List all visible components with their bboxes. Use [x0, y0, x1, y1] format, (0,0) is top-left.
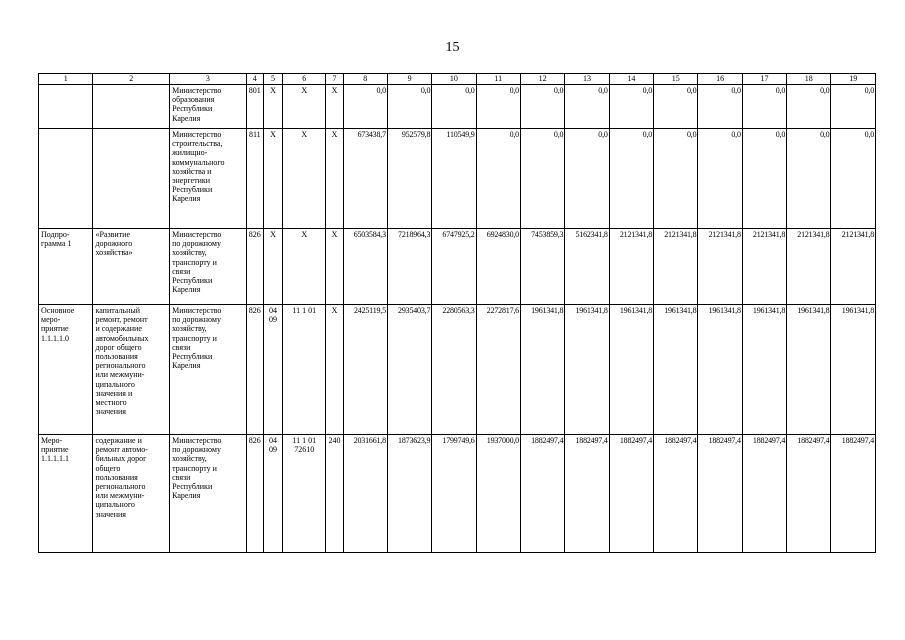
executor-cell: Министерство по дорожному хозяйству, транспорту и связи Республики Карелия: [170, 435, 247, 553]
column-header: 10: [432, 74, 476, 85]
row-label-cell: [39, 85, 93, 129]
amount-cell: 0,0: [565, 85, 609, 129]
row-label-cell: [39, 129, 93, 229]
executor-cell: Министерство образования Республики Карелия: [170, 85, 247, 129]
amount-cell: 1882497,4: [831, 435, 876, 553]
amount-cell: 1961341,8: [698, 305, 742, 435]
description-cell: «Развитие дорожного хозяйства»: [93, 229, 170, 305]
amount-cell: 2425119,5: [343, 305, 387, 435]
column-header: 16: [698, 74, 742, 85]
amount-cell: 1799749,6: [432, 435, 476, 553]
amount-cell: 0,0: [520, 85, 564, 129]
amount-cell: 0,0: [654, 129, 698, 229]
column-header: 13: [565, 74, 609, 85]
target-article-cell: 11 1 01 72610: [283, 435, 326, 553]
description-cell: капитальный ремонт, ремонт и содержание автомобильных дорог общего пользования регионального или межмуни- ципального значения и местного значения: [93, 305, 170, 435]
amount-cell: 673438,7: [343, 129, 387, 229]
budget-table: [38, 73, 876, 553]
amount-cell: 0,0: [654, 85, 698, 129]
amount-cell: 2121341,8: [609, 229, 653, 305]
grbs-code-cell: 826: [246, 435, 263, 553]
amount-cell: 7453859,3: [520, 229, 564, 305]
row-label-cell: Подпро- грамма 1: [39, 229, 93, 305]
expense-type-cell: 240: [326, 435, 343, 553]
amount-cell: 1937000,0: [476, 435, 520, 553]
amount-cell: 0,0: [565, 129, 609, 229]
amount-cell: 2280563,3: [432, 305, 476, 435]
row-label-cell: Меро- приятие 1.1.1.1.1: [39, 435, 93, 553]
executor-cell: Министерство строительства, жилищно- коммунального хозяйства и энергетики Республики Карелия: [170, 129, 247, 229]
table-row: [39, 85, 876, 129]
description-cell: [93, 85, 170, 129]
column-header: 2: [93, 74, 170, 85]
grbs-code-cell: 826: [246, 305, 263, 435]
column-header: 19: [831, 74, 876, 85]
grbs-code-cell: 801: [246, 85, 263, 129]
amount-cell: 2935403,7: [387, 305, 431, 435]
amount-cell: 2121341,8: [742, 229, 786, 305]
amount-cell: 0,0: [787, 129, 831, 229]
amount-cell: 0,0: [432, 85, 476, 129]
amount-cell: 1882497,4: [654, 435, 698, 553]
amount-cell: 1961341,8: [742, 305, 786, 435]
column-header: 12: [520, 74, 564, 85]
amount-cell: 2121341,8: [698, 229, 742, 305]
column-header: 15: [654, 74, 698, 85]
section-code-cell: 04 09: [263, 305, 282, 435]
amount-cell: 6503584,3: [343, 229, 387, 305]
executor-cell: Министерство по дорожному хозяйству, транспорту и связи Республики Карелия: [170, 229, 247, 305]
grbs-code-cell: 826: [246, 229, 263, 305]
column-header: 9: [387, 74, 431, 85]
amount-cell: 952579,8: [387, 129, 431, 229]
page-number: 15: [445, 40, 460, 55]
amount-cell: 0,0: [787, 85, 831, 129]
column-header: 11: [476, 74, 520, 85]
amount-cell: 6924830,0: [476, 229, 520, 305]
amount-cell: 0,0: [698, 85, 742, 129]
amount-cell: 0,0: [476, 85, 520, 129]
column-header: 8: [343, 74, 387, 85]
column-header: 3: [170, 74, 247, 85]
amount-cell: 0,0: [387, 85, 431, 129]
amount-cell: 110549,9: [432, 129, 476, 229]
section-code-cell: 04 09: [263, 435, 282, 553]
amount-cell: 1961341,8: [565, 305, 609, 435]
amount-cell: 0,0: [831, 85, 876, 129]
amount-cell: 0,0: [742, 85, 786, 129]
amount-cell: 0,0: [520, 129, 564, 229]
amount-cell: 1882497,4: [698, 435, 742, 553]
expense-type-cell: X: [326, 305, 343, 435]
amount-cell: 1961341,8: [520, 305, 564, 435]
executor-cell: Министерство по дорожному хозяйству, транспорту и связи Республики Карелия: [170, 305, 247, 435]
amount-cell: 2031661,8: [343, 435, 387, 553]
table-row: [39, 435, 876, 553]
amount-cell: 2121341,8: [654, 229, 698, 305]
column-header: 4: [246, 74, 263, 85]
column-header: 1: [39, 74, 93, 85]
amount-cell: 0,0: [831, 129, 876, 229]
target-article-cell: X: [283, 229, 326, 305]
amount-cell: 1882497,4: [565, 435, 609, 553]
amount-cell: 1961341,8: [654, 305, 698, 435]
amount-cell: 0,0: [698, 129, 742, 229]
table-row: [39, 129, 876, 229]
description-cell: [93, 129, 170, 229]
column-header: 17: [742, 74, 786, 85]
target-article-cell: X: [283, 85, 326, 129]
column-header: 14: [609, 74, 653, 85]
amount-cell: 2121341,8: [787, 229, 831, 305]
table-row: [39, 229, 876, 305]
expense-type-cell: X: [326, 229, 343, 305]
amount-cell: 1882497,4: [609, 435, 653, 553]
amount-cell: 1882497,4: [787, 435, 831, 553]
target-article-cell: X: [283, 129, 326, 229]
amount-cell: 2121341,8: [831, 229, 876, 305]
grbs-code-cell: 811: [246, 129, 263, 229]
column-header: 7: [326, 74, 343, 85]
column-header: 18: [787, 74, 831, 85]
amount-cell: 0,0: [476, 129, 520, 229]
amount-cell: 1961341,8: [609, 305, 653, 435]
amount-cell: 1882497,4: [742, 435, 786, 553]
amount-cell: 0,0: [742, 129, 786, 229]
section-code-cell: X: [263, 129, 282, 229]
amount-cell: 1961341,8: [831, 305, 876, 435]
section-code-cell: X: [263, 85, 282, 129]
amount-cell: 1961341,8: [787, 305, 831, 435]
expense-type-cell: X: [326, 85, 343, 129]
column-header: 6: [283, 74, 326, 85]
section-code-cell: X: [263, 229, 282, 305]
table-row: [39, 305, 876, 435]
amount-cell: 5162341,8: [565, 229, 609, 305]
amount-cell: 6747925,2: [432, 229, 476, 305]
target-article-cell: 11 1 01: [283, 305, 326, 435]
row-label-cell: Основное меро- приятие 1.1.1.1.0: [39, 305, 93, 435]
amount-cell: 1882497,4: [520, 435, 564, 553]
expense-type-cell: X: [326, 129, 343, 229]
amount-cell: 7218964,3: [387, 229, 431, 305]
amount-cell: 0,0: [609, 85, 653, 129]
column-header: 5: [263, 74, 282, 85]
amount-cell: 0,0: [343, 85, 387, 129]
description-cell: содержание и ремонт автомо- бильных дорог общего пользования регионального или межмуни- ципального значения: [93, 435, 170, 553]
amount-cell: 0,0: [609, 129, 653, 229]
header-row: [39, 74, 876, 85]
amount-cell: 2272817,6: [476, 305, 520, 435]
amount-cell: 1873623,9: [387, 435, 431, 553]
